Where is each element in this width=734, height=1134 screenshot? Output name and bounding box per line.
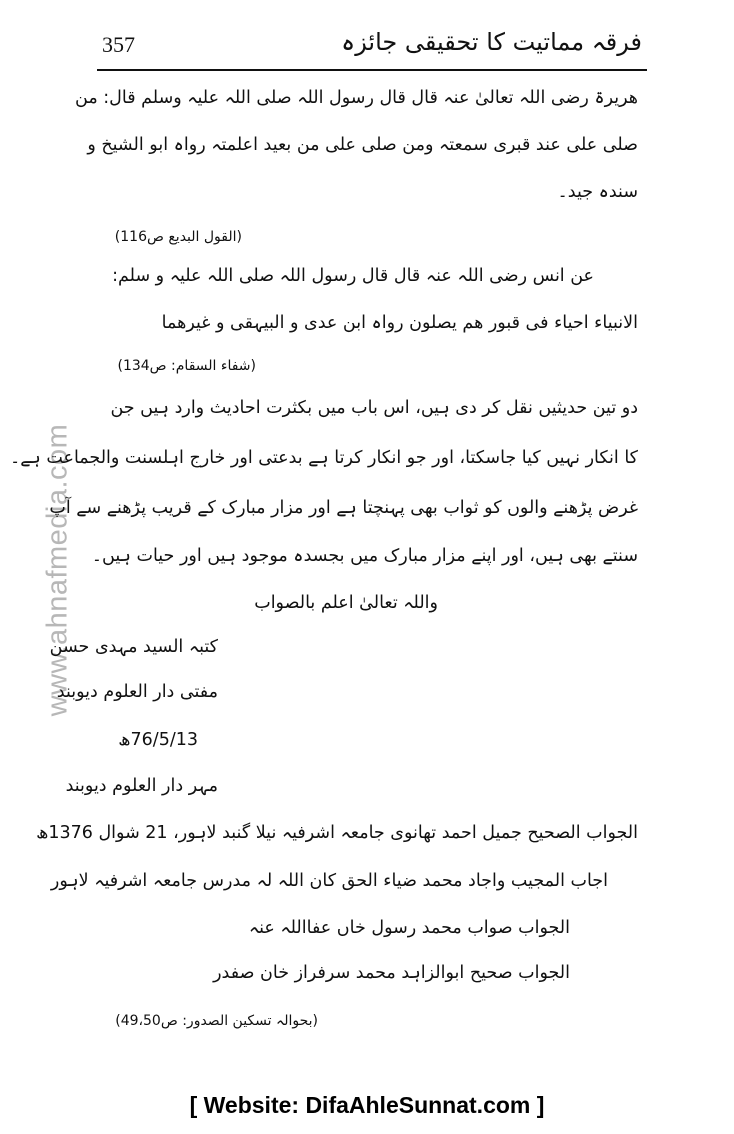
reference-1: (القول البدیع ص116) <box>114 229 242 245</box>
running-header-title: فرقہ مماتیت کا تحقیقی جائزہ <box>341 28 642 56</box>
header-divider <box>97 69 647 71</box>
watermark-text: www.ahnafmedia.com <box>41 423 74 717</box>
paragraph-line4: سنتے بھی ہیں، اور اپنے مزار مبارک میں بجسدہ موجود ہیں اور حیات ہیں۔ <box>91 546 638 566</box>
paragraph-line1: دو تین حدیثیں نقل کر دی ہیں، اس باب میں بکثرت احادیث وارد ہیں جن <box>110 398 638 418</box>
signature-writer: کتبہ السید مہدی حسن <box>49 637 218 657</box>
hadith2-line1: عن انس رضی اللہ عنہ قال قال رسول اللہ صلی اللہ علیہ و سلم: <box>112 266 594 286</box>
reference-2: (شفاء السقام: ص134) <box>117 358 256 374</box>
signature-position: مفتی دار العلوم دیوبند <box>56 682 218 702</box>
website-footer: [ Website: DifaAhleSunnat.com ] <box>189 1092 545 1118</box>
hadith1-line2: صلی علی عند قبری سمعتہ ومن صلی علی من بعید اعلمتہ رواہ ابو الشیخ و <box>87 135 638 155</box>
signature-date: 76/5/13ھ <box>118 730 198 750</box>
endorsement-2: اجاب المجیب واجاد محمد ضیاء الحق کان اللہ لہ مدرس جامعہ اشرفیہ لاہور <box>50 871 608 891</box>
hadith2-line2: الانبیاء احیاء فی قبور ھم یصلون رواہ ابن عدی و البیہقی و غیرھما <box>161 313 638 333</box>
hadith1-line1: ھریرۃ رضی اللہ تعالیٰ عنہ قال قال رسول اللہ صلی اللہ علیہ وسلم قال: من <box>75 88 638 108</box>
endorsement-4: الجواب صحیح ابوالزاہد محمد سرفراز خان صفدر <box>213 963 570 983</box>
endorsement-1: الجواب الصحیح جمیل احمد تھانوی جامعہ اشرفیہ نیلا گنبد لاہور، 21 شوال 1376ھ <box>36 823 638 843</box>
hadith1-line3: سندہ جید۔ <box>557 182 638 202</box>
paragraph-line2: کا انکار نہیں کیا جاسکتا، اور جو انکار کرتا ہے بدعتی اور خارج اہلسنت والجماعت ہے۔ <box>10 448 638 468</box>
reference-3: (بحوالہ تسکین الصدور: ص49،50) <box>115 1013 318 1029</box>
endorsement-3: الجواب صواب محمد رسول خاں عفااللہ عنہ <box>248 918 570 938</box>
paragraph-line3: غرض پڑھنے والوں کو ثواب بھی پہنچتا ہے اور مزار مبارک کے قریب پڑھنے سے آپ <box>49 498 638 518</box>
page-number: 357 <box>102 32 135 57</box>
signature-seal: مہر دار العلوم دیوبند <box>65 776 218 796</box>
closing-phrase: واللہ تعالیٰ اعلم بالصواب <box>254 593 438 613</box>
